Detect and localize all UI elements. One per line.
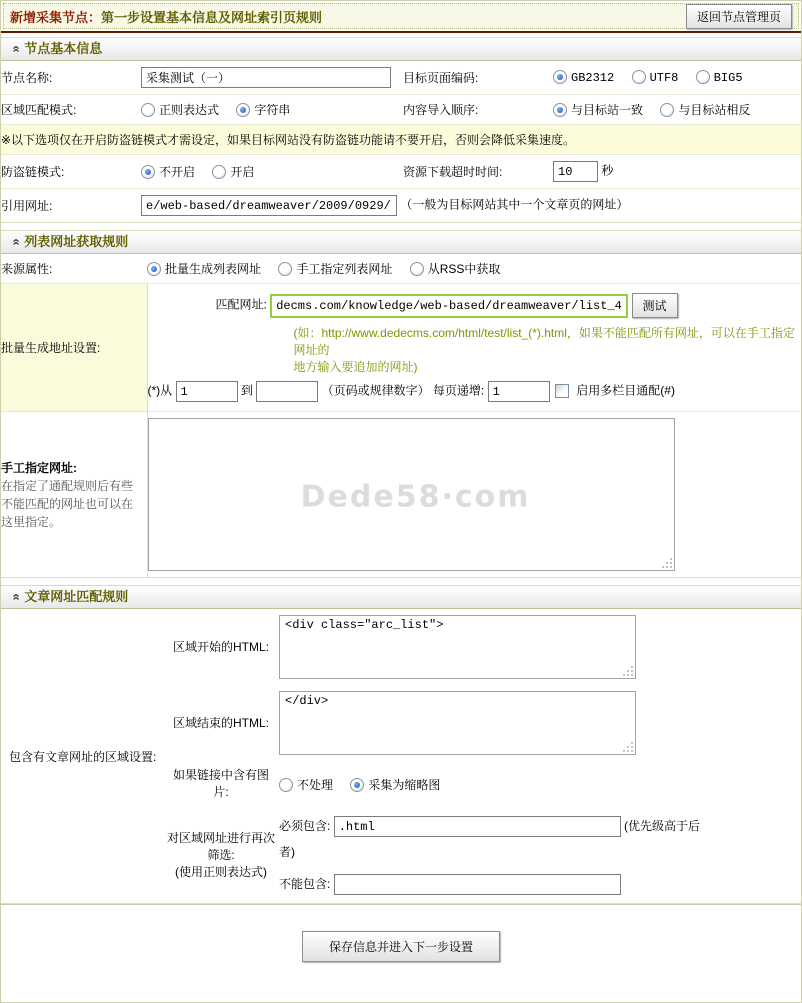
section-list-url-rules: [1, 230, 801, 578]
radio-label-string[interactable]: 字符串: [254, 103, 291, 117]
step-label: 每页递增:: [432, 383, 485, 398]
section-title-basic-info: 节点基本信息: [24, 41, 103, 56]
radio-icon-utf8[interactable]: [632, 70, 646, 84]
step-input[interactable]: [488, 381, 550, 402]
import-order-options: [553, 95, 801, 125]
range-to-label: 到: [240, 383, 253, 398]
referer-note: ※以下选项仅在开启防盗链模式才需设定，如果目标网站没有防盗链功能请不要开启，否则会降低采集速度。: [1, 125, 801, 155]
import-order-label: 内容导入顺序:: [403, 95, 553, 125]
batch-generate-label: 批量生成地址设置:: [1, 284, 147, 412]
section-basic-info: [1, 37, 801, 223]
page-title: [10, 7, 686, 26]
refilter-label: [163, 807, 279, 904]
back-to-node-manage-button[interactable]: 返回节点管理页: [686, 4, 792, 29]
radio-option-same-as-target[interactable]: [553, 103, 643, 117]
radio-icon-manual-list[interactable]: [278, 262, 292, 276]
row-referer-mode: [1, 155, 801, 189]
save-and-next-step-button[interactable]: 保存信息并进入下一步设置: [302, 931, 500, 962]
range-from-label: (*)从: [147, 383, 173, 398]
manual-urls-textarea[interactable]: [148, 418, 675, 571]
radio-label-referer-off[interactable]: 不开启: [159, 165, 196, 179]
section-title-article-url: 文章网址匹配规则: [24, 589, 129, 604]
referer-mode-options: [141, 155, 403, 189]
end-html-textarea[interactable]: [279, 691, 636, 755]
download-timeout-label: 资源下载超时时间:: [403, 155, 553, 189]
radio-icon-regex[interactable]: [141, 103, 155, 117]
collapse-chevron-icon[interactable]: «: [9, 238, 25, 246]
radio-option-reverse-of-target[interactable]: [660, 103, 750, 117]
radio-icon-reverse-of-target[interactable]: [660, 103, 674, 117]
watermark: Dede58·com: [300, 478, 531, 514]
radio-option-referer-on[interactable]: [212, 165, 254, 179]
manual-urls-label: 手工指定网址:: [1, 460, 77, 475]
radio-label-same-as-target[interactable]: 与目标站一致: [571, 103, 644, 117]
timeout-unit: 秒: [601, 163, 614, 178]
page-range-line: [148, 378, 802, 405]
match-url-input[interactable]: [270, 294, 628, 318]
ref-url-hint: （一般为目标网站其中一个文章页的网址）: [400, 197, 629, 212]
match-url-hint-line1: (如：http://www.dedecms.com/html/test/list_(*).html，如果不能匹配所有网址，可以在手工指定网址的: [293, 326, 795, 357]
radio-icon-from-rss[interactable]: [410, 262, 424, 276]
page-title-rest: 第一步设置基本信息及网址索引页规则: [101, 9, 323, 25]
start-html-wrap: [279, 615, 636, 679]
row-area-start-html: [1, 609, 801, 685]
radio-option-from-rss[interactable]: [410, 262, 501, 276]
node-name-input[interactable]: [141, 67, 391, 88]
match-url-line: [216, 290, 802, 321]
section-header-article-url: [1, 585, 801, 609]
radio-option-manual-list[interactable]: [278, 262, 392, 276]
row-match-mode: [1, 95, 801, 125]
radio-icon-batch-generate[interactable]: [147, 262, 161, 276]
radio-label-utf8[interactable]: UTF8: [649, 71, 679, 85]
link-image-label-line1: 如果链接中含有图: [172, 768, 269, 782]
ref-url-label: 引用网址:: [1, 189, 141, 223]
must-not-contain-line: [279, 871, 701, 897]
manual-urls-description: 在指定了通配规则后有些不能匹配的网址也可以在这里指定。: [1, 478, 134, 529]
collapse-chevron-icon[interactable]: «: [9, 45, 25, 53]
match-url-hint: [294, 321, 802, 378]
radio-icon-gb2312[interactable]: [553, 70, 567, 84]
link-image-options: [279, 761, 801, 807]
match-mode-options: [141, 95, 403, 125]
download-timeout-input[interactable]: [553, 161, 598, 182]
list-url-table: [1, 254, 801, 578]
radio-option-batch-generate[interactable]: [147, 262, 261, 276]
row-manual-urls: [1, 412, 801, 578]
target-encoding-label: 目标页面编码:: [403, 71, 479, 85]
target-encoding-options: [553, 61, 801, 95]
radio-icon-big5[interactable]: [696, 70, 710, 84]
start-html-textarea[interactable]: [279, 615, 636, 679]
must-not-contain-input[interactable]: [334, 874, 621, 895]
node-name-label: 节点名称:: [1, 71, 53, 85]
radio-option-referer-off[interactable]: [141, 165, 195, 179]
refilter-label-line2: 筛选:: [207, 847, 235, 862]
row-source-type: [1, 254, 801, 284]
must-not-contain-label: 不能包含:: [279, 877, 331, 891]
radio-option-utf8[interactable]: [632, 70, 679, 84]
start-html-label: 区域开始的HTML:: [172, 639, 269, 654]
radio-label-batch-generate[interactable]: 批量生成列表网址: [165, 262, 262, 276]
radio-label-manual-list[interactable]: 手工指定列表网址: [296, 262, 393, 276]
radio-label-big5[interactable]: BIG5: [713, 71, 743, 85]
radio-label-gb2312[interactable]: GB2312: [571, 71, 615, 85]
source-type-label: 来源属性:: [1, 262, 53, 276]
radio-icon-string[interactable]: [236, 103, 250, 117]
row-node-name: [1, 61, 801, 95]
radio-label-regex[interactable]: 正则表达式: [159, 103, 220, 117]
match-mode-label: 区域匹配模式:: [1, 95, 141, 125]
test-button[interactable]: 测试: [632, 293, 678, 318]
ref-url-input[interactable]: [141, 195, 397, 216]
must-contain-label: 必须包含:: [279, 819, 331, 833]
link-image-label: [163, 761, 279, 807]
radio-label-no-process[interactable]: 不处理: [297, 777, 334, 792]
footer: [1, 904, 801, 1002]
range-to-input[interactable]: [256, 381, 318, 402]
multi-column-checkbox-label[interactable]: 启用多栏目通配(#): [576, 383, 675, 398]
radio-label-from-rss[interactable]: 从RSS中获取: [427, 262, 501, 276]
section-header-basic-info: [1, 37, 801, 61]
article-url-table: [1, 609, 801, 904]
radio-icon-no-process[interactable]: [279, 778, 293, 792]
refilter-label-line1: 对区域网址进行再次: [166, 830, 275, 845]
area-settings-label: 包含有文章网址的区域设置:: [9, 749, 157, 764]
radio-label-referer-on[interactable]: 开启: [230, 165, 255, 179]
page-header: [3, 3, 799, 29]
must-contain-hint: (优先级高于后者): [279, 819, 701, 859]
section-header-list-url: [1, 230, 801, 254]
manual-urls-label-cell: [1, 412, 147, 578]
source-type-options: [147, 254, 801, 284]
radio-option-no-process[interactable]: [279, 778, 333, 792]
must-contain-input[interactable]: [334, 816, 621, 837]
end-html-label: 区域结束的HTML:: [172, 715, 269, 730]
page-title-prefix: 新增采集节点：: [10, 9, 102, 25]
range-hint: （页码或规律数字）: [321, 383, 430, 398]
radio-option-big5[interactable]: [696, 70, 743, 84]
header-divider: [1, 31, 801, 33]
basic-info-table: [1, 61, 801, 223]
match-url-label: 匹配网址:: [215, 297, 267, 312]
range-from-input[interactable]: [176, 381, 238, 402]
radio-option-string[interactable]: [236, 103, 290, 117]
match-url-hint-line2: 地方输入要追加的网址): [293, 360, 418, 374]
radio-icon-collect-thumbnail[interactable]: [350, 778, 364, 792]
section-article-url-rules: [1, 585, 801, 904]
radio-label-collect-thumbnail[interactable]: 采集为缩略图: [368, 777, 441, 792]
row-referer-note: [1, 125, 801, 155]
row-ref-url: [1, 189, 801, 223]
multi-column-checkbox[interactable]: [555, 384, 569, 398]
radio-icon-referer-on[interactable]: [212, 165, 226, 179]
radio-option-regex[interactable]: [141, 103, 219, 117]
radio-icon-referer-off[interactable]: [141, 165, 155, 179]
refilter-label-line3: (使用正则表达式): [175, 864, 267, 879]
manual-urls-area-wrap: [148, 418, 675, 571]
radio-icon-same-as-target[interactable]: [553, 103, 567, 117]
section-title-list-url: 列表网址获取规则: [24, 234, 129, 249]
end-html-wrap: [279, 691, 636, 755]
link-image-label-line2: 片:: [213, 785, 229, 799]
row-batch-generate: [1, 284, 801, 412]
radio-option-collect-thumbnail[interactable]: [350, 778, 440, 792]
must-contain-line: [279, 813, 701, 865]
referer-mode-label: 防盗链模式:: [1, 155, 141, 189]
radio-label-reverse-of-target[interactable]: 与目标站相反: [678, 103, 751, 117]
radio-option-gb2312[interactable]: [553, 70, 614, 84]
collapse-chevron-icon[interactable]: «: [9, 593, 25, 601]
